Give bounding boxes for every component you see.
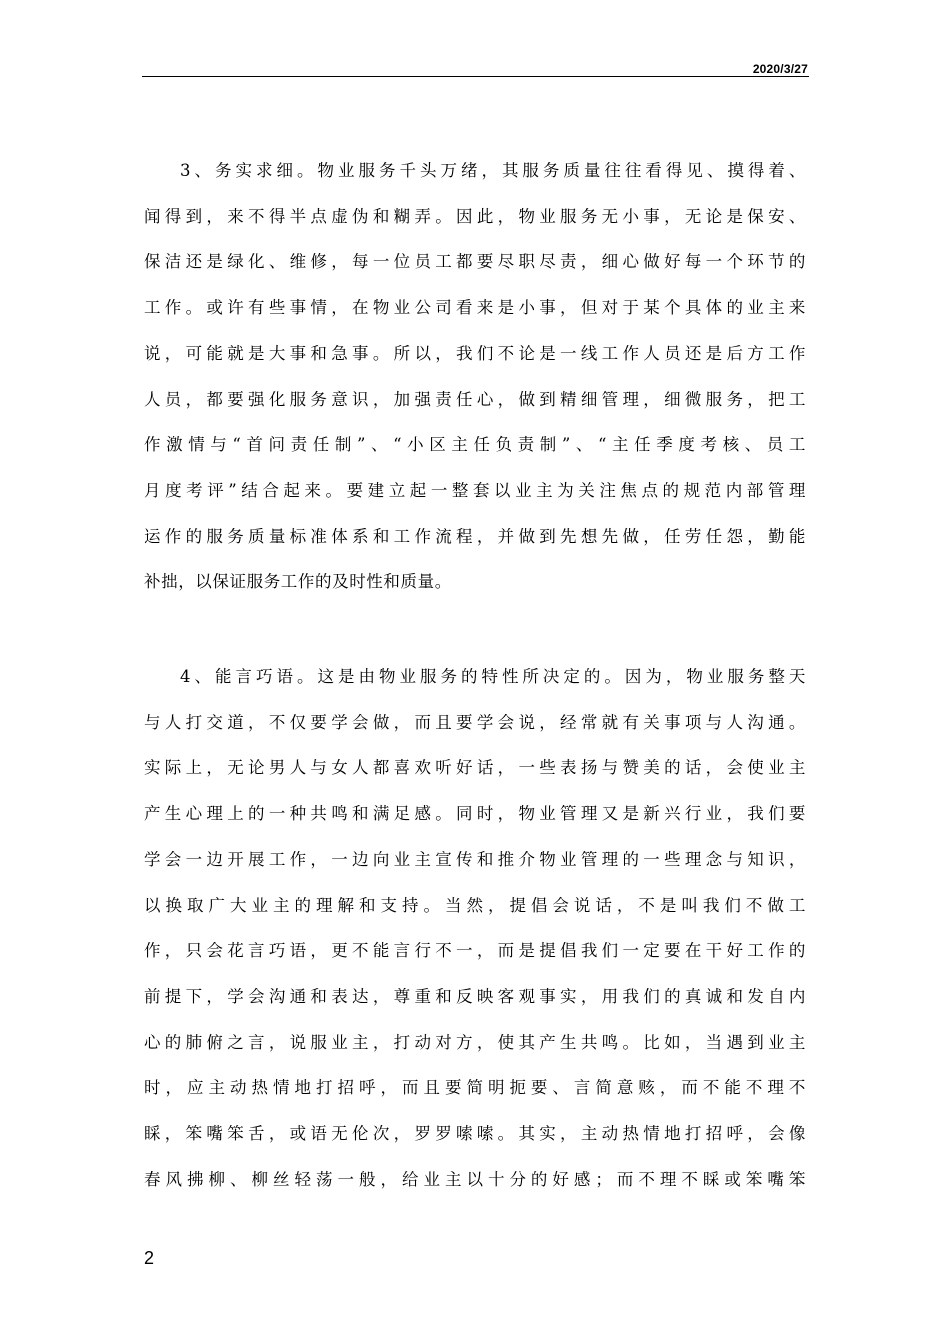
text-line: 保洁还是绿化、维修，每一位员工都要尽职尽责，细心做好每一个环节的 xyxy=(144,252,806,272)
text-line: 心的肺俯之言，说服业主，打动对方，使其产生共鸣。比如，当遇到业主 xyxy=(144,1032,806,1052)
text-line: 前提下，学会沟通和表达，尊重和反映客观事实，用我们的真诚和发自内 xyxy=(144,986,806,1006)
text-line: 3、务实求细。物业服务千头万绪，其服务质量往往看得见、摸得着、 xyxy=(180,161,806,180)
page-number: 2 xyxy=(144,1248,155,1268)
text-line: 补拙，以保证服务工作的及时性和质量。 xyxy=(144,572,452,592)
text-line: 睬，笨嘴笨舌，或语无伦次，罗罗嗦嗦。其实，主动热情地打招呼，会像 xyxy=(144,1124,806,1144)
text-line: 月度考评”结合起来。要建立起一整套以业主为关注焦点的规范内部管理 xyxy=(144,480,806,500)
text-line: 时，应主动热情地打招呼，而且要简明扼要、言简意赅，而不能不理不 xyxy=(144,1078,806,1098)
text-line: 产生心理上的一种共鸣和满足感。同时，物业管理又是新兴行业，我们要 xyxy=(144,804,806,824)
text-line: 作激情与“首问责任制”、“小区主任负责制”、“主任季度考核、员工 xyxy=(144,435,806,455)
text-line: 说，可能就是大事和急事。所以，我们不论是一线工作人员还是后方工作 xyxy=(144,343,806,363)
header-date: 2020/3/27 xyxy=(752,62,808,76)
text-line: 运作的服务质量标准体系和工作流程，并做到先想先做，任劳任怨，勤能 xyxy=(144,526,806,546)
header-divider xyxy=(142,76,809,77)
text-line: 4、能言巧语。这是由物业服务的特性所决定的。因为，物业服务整天 xyxy=(180,667,806,686)
text-line: 实际上，无论男人与女人都喜欢听好话，一些表扬与赞美的话，会使业主 xyxy=(144,758,806,778)
paragraph-4-good-communication xyxy=(144,654,806,1202)
text-line: 作，只会花言巧语，更不能言行不一，而是提倡我们一定要在干好工作的 xyxy=(144,941,806,961)
text-line: 人员，都要强化服务意识，加强责任心，做到精细管理，细微服务，把工 xyxy=(144,389,806,409)
text-line: 学会一边开展工作，一边向业主宣传和推介物业管理的一些理念与知识， xyxy=(144,849,806,869)
text-line: 工作。或许有些事情，在物业公司看来是小事，但对于某个具体的业主来 xyxy=(144,298,806,318)
text-line: 与人打交道，不仅要学会做，而且要学会说，经常就有关事项与人沟通。 xyxy=(144,712,806,732)
text-line: 闻得到，来不得半点虚伪和糊弄。因此，物业服务无小事，无论是保安、 xyxy=(144,206,806,226)
text-line: 以换取广大业主的理解和支持。当然，提倡会说话，不是叫我们不做工 xyxy=(144,895,806,915)
paragraph-3-practical-detail xyxy=(144,148,806,605)
text-line: 春风拂柳、柳丝轻荡一般，给业主以十分的好感；而不理不睬或笨嘴笨 xyxy=(144,1169,806,1189)
